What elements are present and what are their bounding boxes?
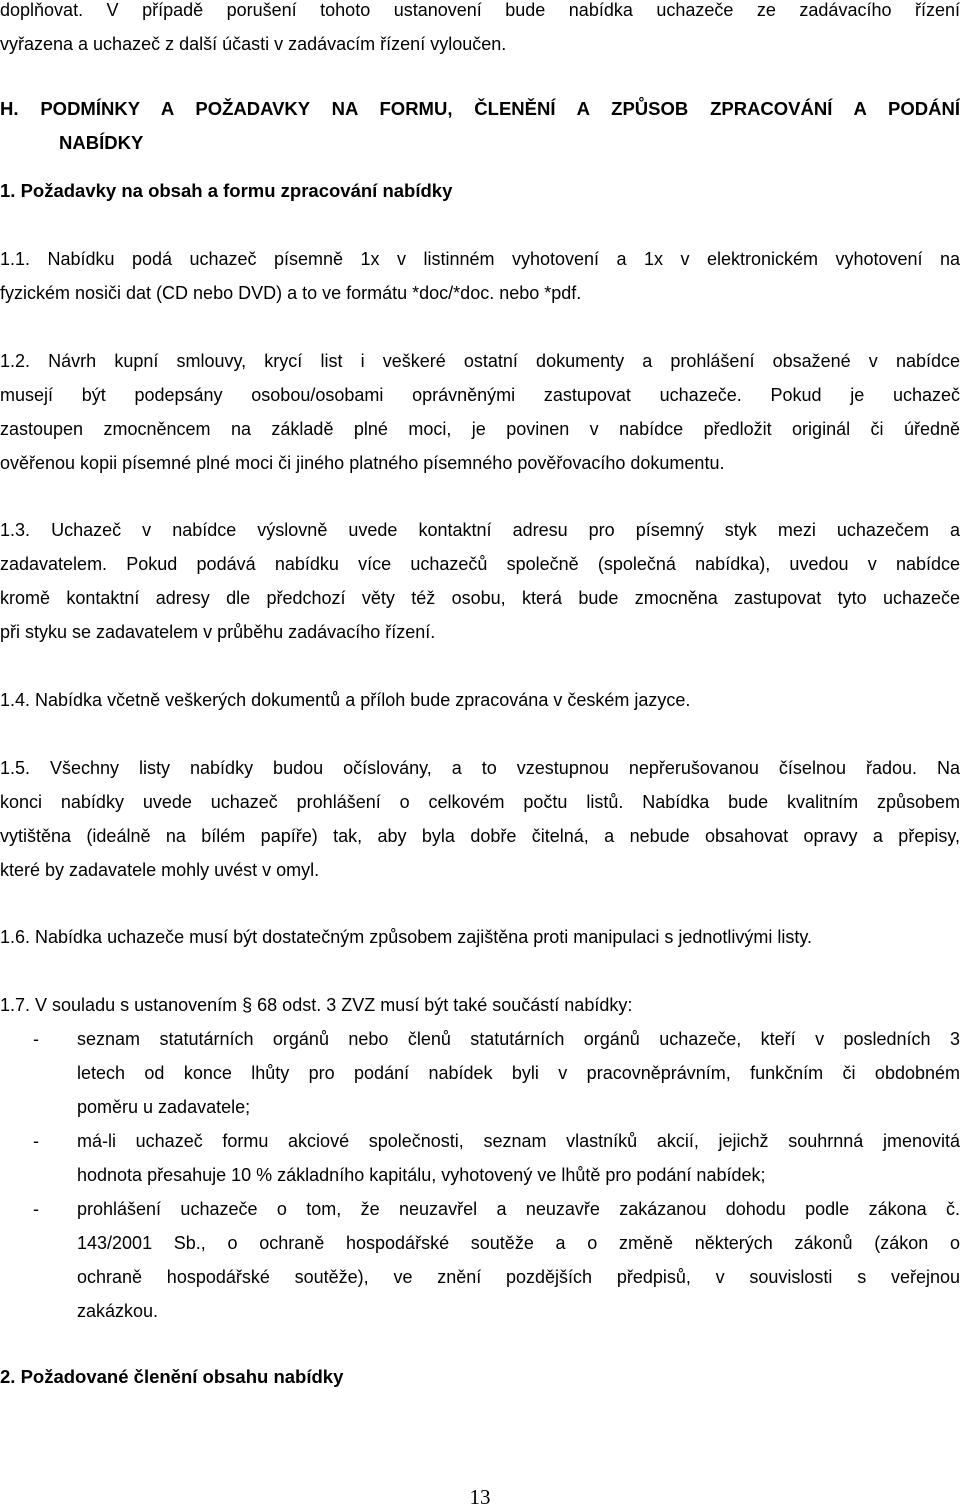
paragraph-1-1-line-1: 1.1. Nabídku podá uchazeč písemně 1x v listinném vyhotovení a 1x v elektronickém vyhotovení na [0, 249, 960, 269]
paragraph-1-2-line-3: zastoupen zmocněncem na základě plné moci, je povinen v nabídce předložit originál či úředně [0, 419, 960, 439]
bullet-dash: - [33, 1199, 39, 1219]
bullet-3-line-2: 143/2001 Sb., o ochraně hospodářské soutěže a o změně některých zákonů (zákon o [77, 1233, 960, 1253]
paragraph-1-3-line-3: kromě kontaktní adresy dle předchozí věty též osobu, která bude zmocněna zastupovat tyto uchazeče [0, 588, 960, 608]
bullet-3-line-1: prohlášení uchazeče o tom, že neuzavřel a neuzavře zakázanou dohodu podle zákona č. [77, 1199, 960, 1219]
bullet-2-line-1: má-li uchazeč formu akciové společnosti, seznam vlastníků akcií, jejichž souhrnná jmenovitá [77, 1131, 960, 1151]
bullet-1-line-2: letech od konce lhůty pro podání nabídek byli v pracovněprávním, funkčním či obdobném [77, 1063, 960, 1083]
subsection-1-title: 1. Požadavky na obsah a formu zpracování nabídky [0, 180, 453, 201]
paragraph-1-3-line-1: 1.3. Uchazeč v nabídce výslovně uvede kontaktní adresu pro písemný styk mezi uchazečem a [0, 520, 960, 540]
section-h-heading-line-2: NABÍDKY [59, 132, 144, 153]
bullet-dash: - [33, 1029, 39, 1049]
bullet-2-line-2: hodnota přesahuje 10 % základního kapitálu, vyhotovený ve lhůtě pro podání nabídek; [77, 1165, 766, 1185]
paragraph-1-2-line-2: musejí být podepsány osobou/osobami oprávněnými zastupovat uchazeče. Pokud je uchazeč [0, 385, 960, 405]
paragraph-1-5-line-3: vytištěna (ideálně na bílém papíře) tak, aby byla dobře čitelná, a nebude obsahovat opravy a přepisy, [0, 826, 960, 846]
subsection-2-title: 2. Požadované členění obsahu nabídky [0, 1366, 344, 1387]
paragraph-1-2-line-1: 1.2. Návrh kupní smlouvy, krycí list i veškeré ostatní dokumenty a prohlášení obsažené v nabídce [0, 351, 960, 371]
bullet-3-line-3: ochraně hospodářské soutěže), ve znění pozdějších předpisů, v souvislosti s veřejnou [77, 1267, 960, 1287]
paragraph-1-3-line-4: při styku se zadavatelem v průběhu zadávacího řízení. [0, 622, 436, 642]
paragraph-1-6: 1.6. Nabídka uchazeče musí být dostatečným způsobem zajištěna proti manipulaci s jednotlivými listy. [0, 927, 813, 947]
bullet-1-line-1: seznam statutárních orgánů nebo členů statutárních orgánů uchazeče, kteří v posledních 3 [77, 1029, 960, 1049]
paragraph-1-5-line-2: konci nabídky uvede uchazeč prohlášení o celkovém počtu listů. Nabídka bude kvalitním způsobem [0, 792, 960, 812]
bullet-dash: - [33, 1131, 39, 1151]
paragraph-1-2-line-4: ověřenou kopii písemné plné moci či jiného platného písemného pověřovacího dokumentu. [0, 453, 725, 473]
paragraph-1-3-line-2: zadavatelem. Pokud podává nabídku více uchazečů společně (společná nabídka), uvedou v nabídce [0, 554, 960, 574]
section-h-heading-line-1: H. PODMÍNKY A POŽADAVKY NA FORMU, ČLENĚNÍ A ZPŮSOB ZPRACOVÁNÍ A PODÁNÍ [0, 98, 960, 119]
paragraph-1-1-line-2: fyzickém nosiči dat (CD nebo DVD) a to ve formátu *doc/*doc. nebo *pdf. [0, 283, 582, 303]
bullet-1-line-3: poměru u zadavatele; [77, 1097, 251, 1117]
paragraph-1-4: 1.4. Nabídka včetně veškerých dokumentů a příloh bude zpracována v českém jazyce. [0, 690, 691, 710]
bullet-3-line-4: zakázkou. [77, 1301, 159, 1321]
paragraph-1-7: 1.7. V souladu s ustanovením § 68 odst. 3 ZVZ musí být také součástí nabídky: [0, 995, 633, 1015]
intro-line-1: doplňovat. V případě porušení tohoto ustanovení bude nabídka uchazeče ze zadávacího řízení [0, 0, 960, 20]
paragraph-1-5-line-1: 1.5. Všechny listy nabídky budou očíslovány, a to vzestupnou nepřerušovanou číselnou řadou. Na [0, 758, 960, 778]
paragraph-1-5-line-4: které by zadavatele mohly uvést v omyl. [0, 860, 320, 880]
page-number: 13 [469, 1485, 491, 1509]
intro-line-2: vyřazena a uchazeč z další účasti v zadávacím řízení vyloučen. [0, 34, 507, 54]
